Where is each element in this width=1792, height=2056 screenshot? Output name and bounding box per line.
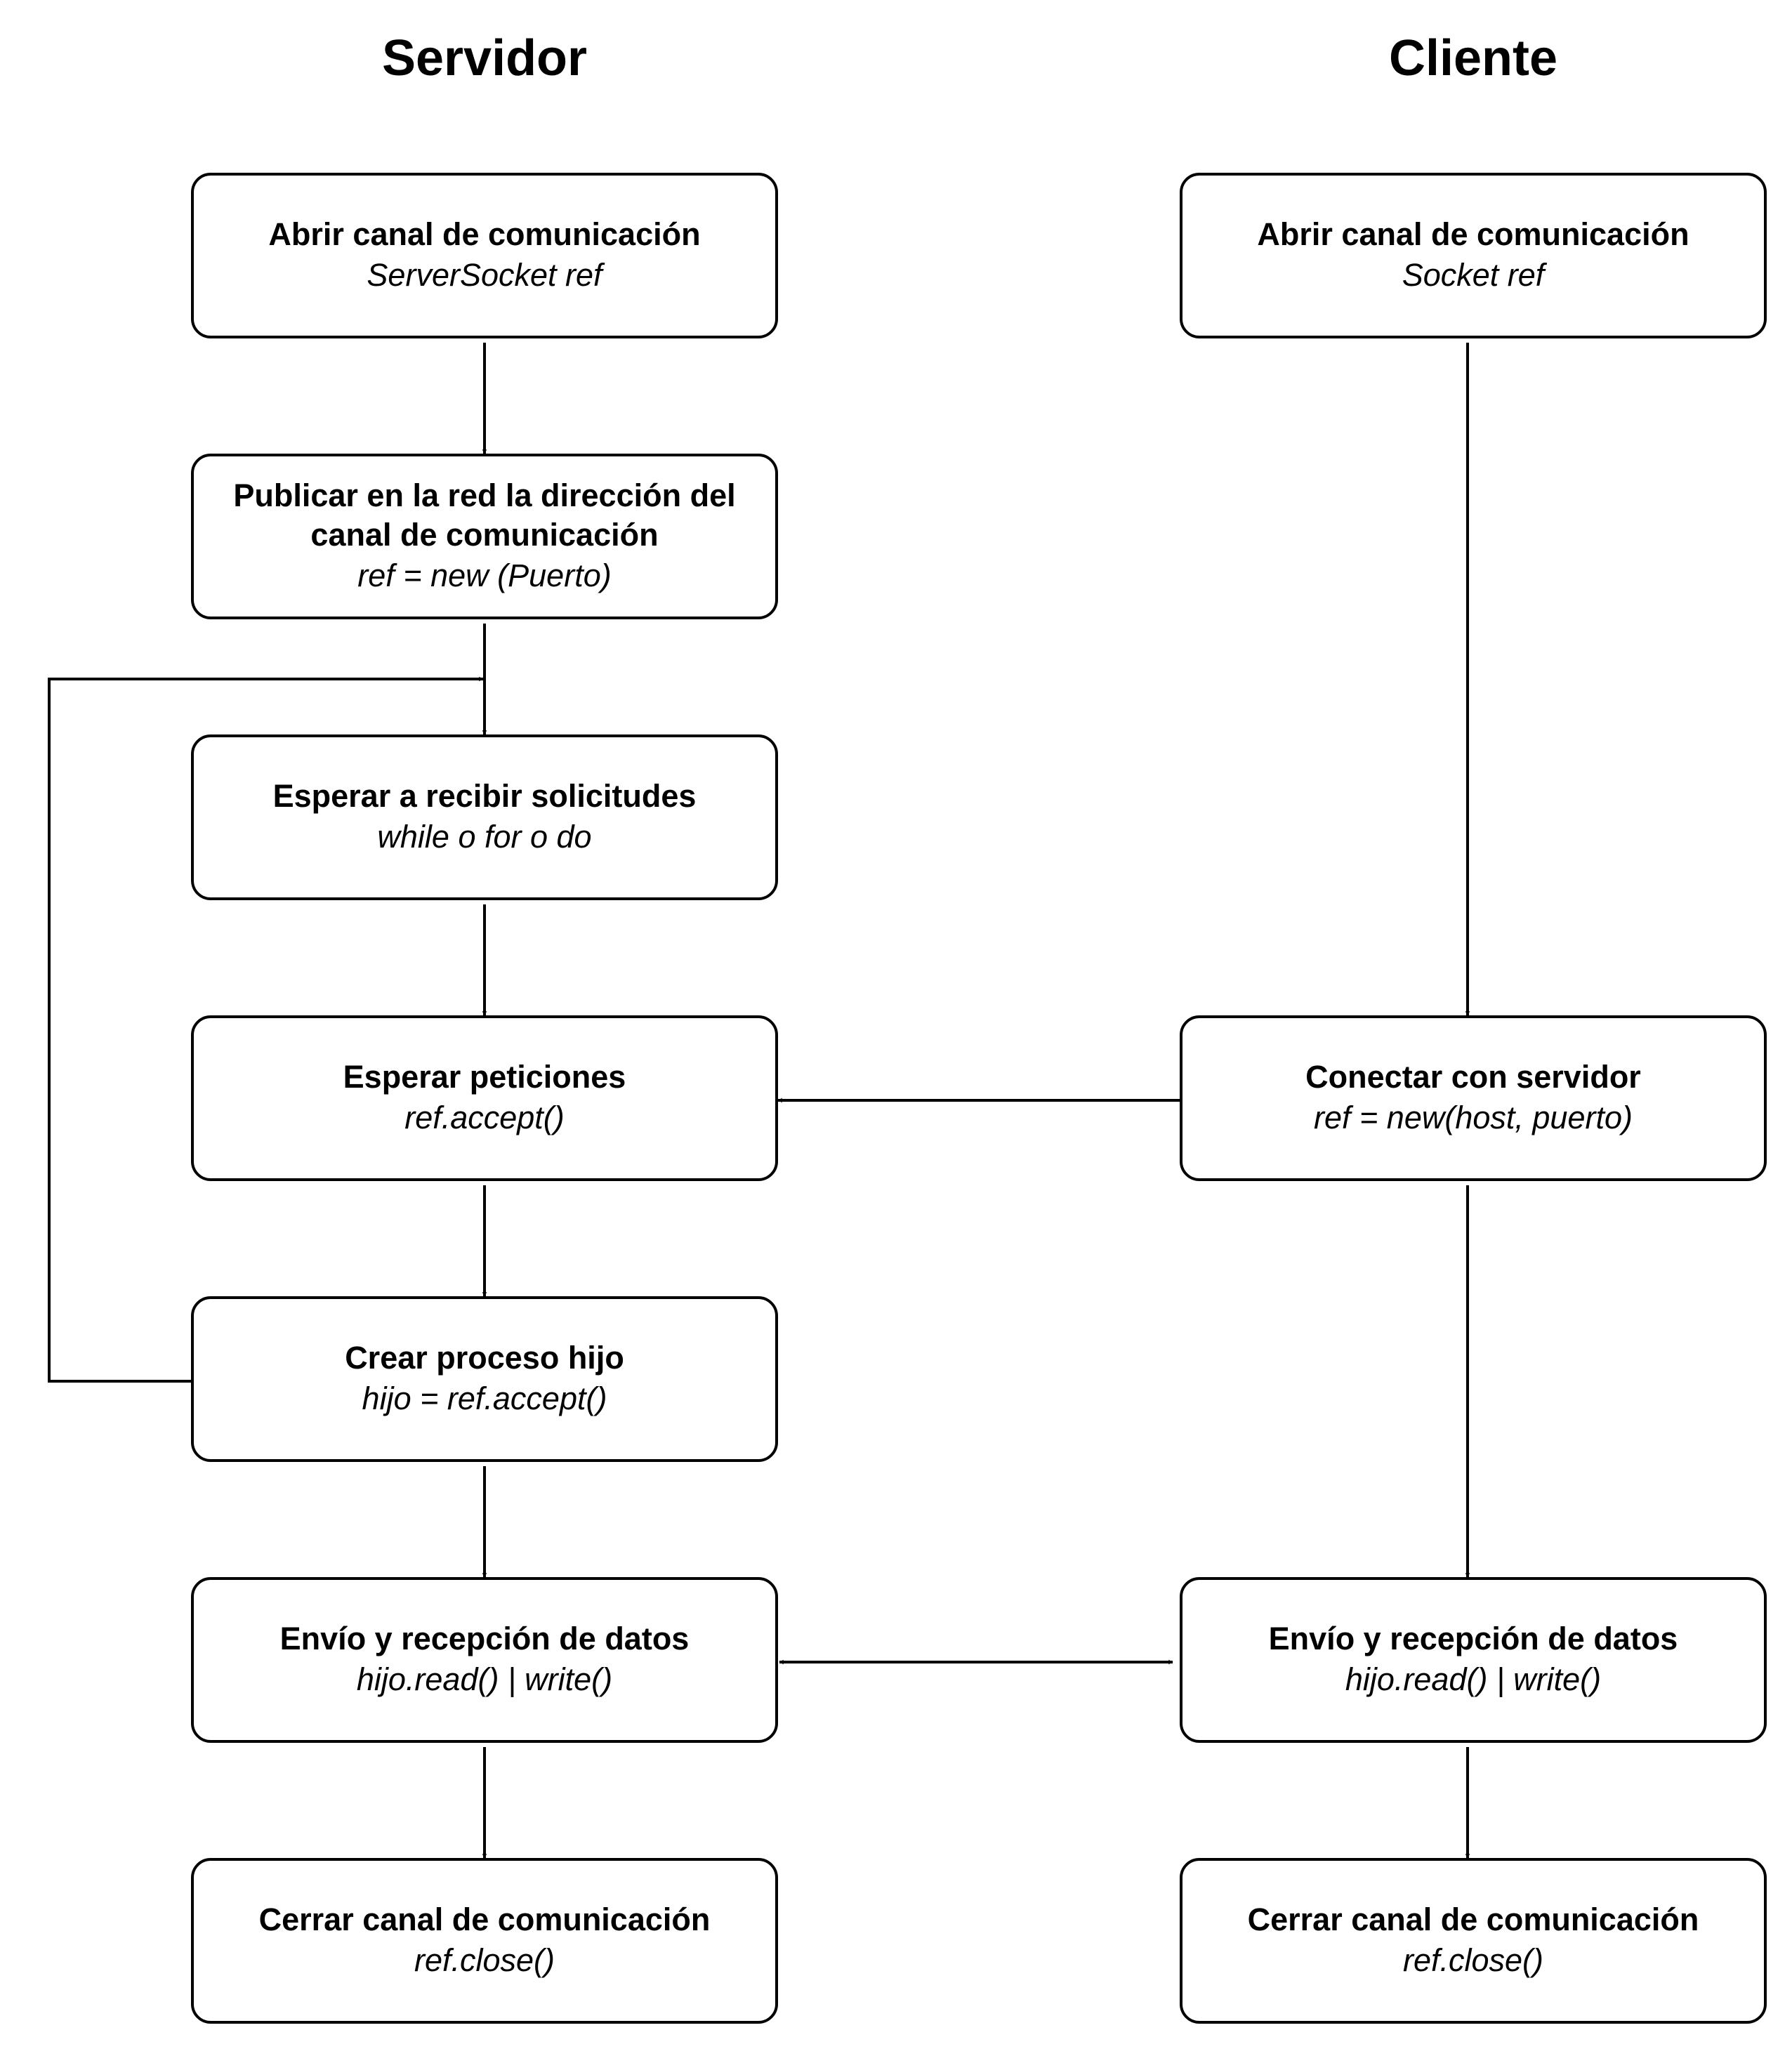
server-column-title: Servidor [381, 30, 588, 86]
server-close-node [191, 1858, 778, 2024]
node-code: ref.accept() [404, 1100, 565, 1135]
server-publish-node [191, 454, 778, 619]
client-send-receive-node [1180, 1577, 1767, 1743]
node-code: hijo.read() | write() [356, 1661, 613, 1697]
node-code: ref.close() [414, 1942, 555, 1978]
node-code: hijo.read() | write() [1345, 1661, 1602, 1697]
node-code: ServerSocket ref [367, 257, 602, 293]
client-column-title: Cliente [1388, 30, 1558, 86]
server-open-channel-node [191, 173, 778, 338]
node-label: Esperar a recibir solicitudes [272, 778, 697, 814]
server-send-receive-node [191, 1577, 778, 1743]
node-label: Abrir canal de comunicación [1257, 216, 1689, 252]
node-label: Esperar peticiones [343, 1059, 626, 1095]
client-open-channel-node [1180, 173, 1767, 338]
node-label: Envío y recepción de datos [1268, 1621, 1678, 1656]
node-label: Cerrar canal de comunicación [258, 1902, 711, 1937]
node-code: Socket ref [1402, 257, 1545, 293]
node-label: Crear proceso hijo [345, 1340, 624, 1376]
node-code: ref = new(host, puerto) [1314, 1100, 1633, 1135]
node-label: Publicar en la red la dirección del canal de comunicación [233, 477, 736, 553]
node-code: ref.close() [1402, 1942, 1544, 1978]
server-create-child-node [191, 1296, 778, 1462]
node-label: Abrir canal de comunicación [268, 216, 701, 252]
node-code: hijo = ref.accept() [362, 1380, 607, 1416]
node-code: while o for o do [377, 819, 592, 855]
node-label: Cerrar canal de comunicación [1247, 1902, 1699, 1937]
node-label: Envío y recepción de datos [279, 1621, 690, 1656]
node-code: ref = new (Puerto) [357, 558, 612, 593]
server-wait-requests-node [191, 734, 778, 900]
client-connect-node [1180, 1015, 1767, 1181]
server-wait-petitions-node [191, 1015, 778, 1181]
client-close-node [1180, 1858, 1767, 2024]
node-label: Conectar con servidor [1305, 1059, 1641, 1095]
